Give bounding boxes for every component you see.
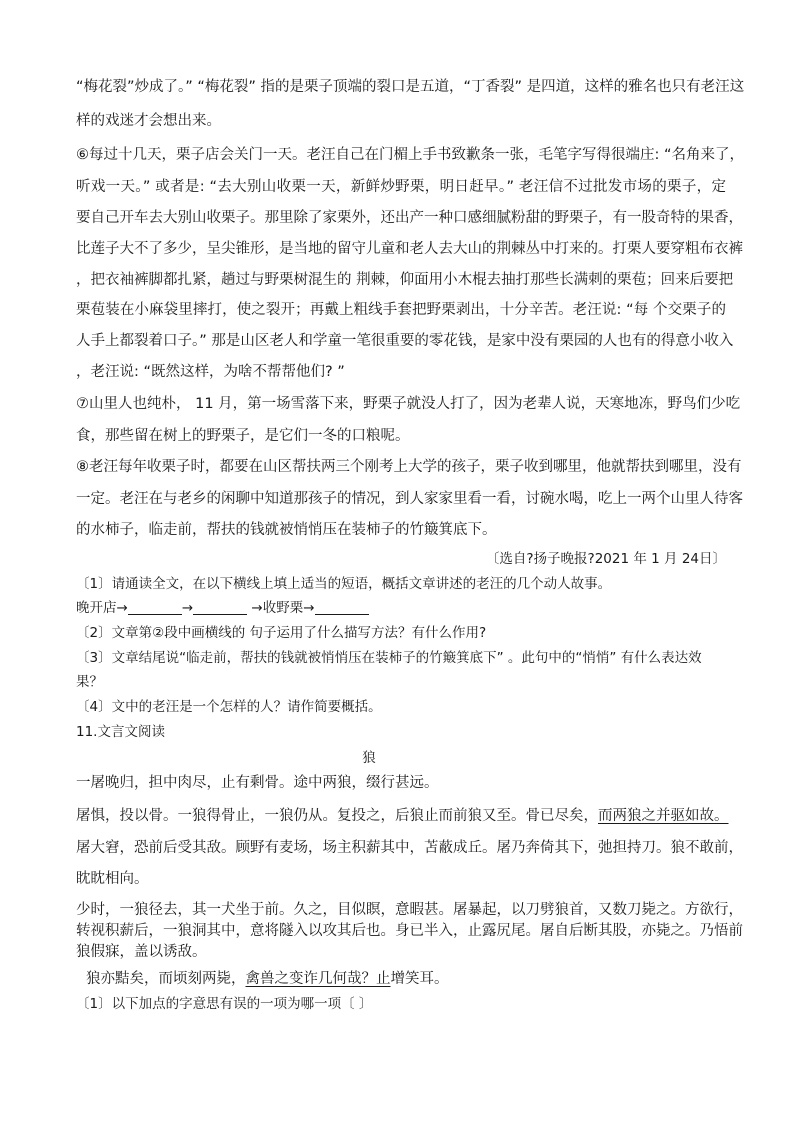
question-1: 〔1〕请通读全文，在以下横线上填上适当的短语，概括文章讲述的老汪的几个动人故事。: [76, 576, 612, 592]
classical-line: 眈眈相向。: [76, 871, 149, 887]
passage-line: ⑥每过十几天，栗子店会关门一天。老汪自己在门楣上手书致歉条一张，毛笔字写得很端庄: “名角来了，: [76, 147, 745, 163]
passage-line: 的水柿子，临走前，帮扶的钱就被悄悄压在装柿子的竹簸箕底下。: [76, 522, 497, 538]
classical-line: 屠大窘，恐前后受其敌。顾野有麦场，场主积薪其中，苫蔽成丘。屠乃奔倚其下，弛担持刀。狼不敢前，: [76, 840, 743, 856]
question-3-line-2: 果？: [76, 674, 103, 690]
classical-text: 屠惧，投以骨。一狼得骨止，一狼仍从。复投之，后狼止而前狼又至。骨已尽矣，: [76, 808, 598, 824]
question-4: 〔4〕文中的老汪是一个怎样的人？请作简要概括。: [76, 699, 382, 715]
question-1-fill-line: [76, 598, 726, 618]
passage-line: 比莲子大不了多少，呈尖锥形，是当地的留守儿童和老人去大山的荆棘丛中打来的。打栗人要穿粗布衣裤: [76, 241, 743, 257]
section-heading: 11.文言文阅读: [76, 724, 165, 740]
passage-line: 听戏一天。” 或者是: “去大别山收栗一天，新鲜炒野栗，明日赶早。” 老汪信不过批发市场的栗子，定: [76, 179, 726, 195]
classical-line: [76, 806, 729, 826]
passage-line: ⑦山里人也纯朴， 11 月，第一场雪落下来，野栗子就没人打了，因为老辈人说，天寒地冻，野鸟们少吃: [76, 396, 741, 412]
passage-line: 人手上都裂着口子。” 那是山区老人和学童一笔很重要的零花钱，是家中没有栗园的人也有的得意小收入: [76, 333, 734, 349]
classical-line: [86, 969, 736, 989]
passage-line: ，把衣袖裤脚都扎紧，趟过与野栗树混生的 荆棘，仰面用小木棍去抽打那些长满刺的栗苞；回来后要把: [76, 272, 734, 288]
passage-line: 一定。老汪在与老乡的闲聊中知道那孩子的情况，到人家家里看一看，讨碗水喝，吃上一两个山里人待客: [76, 491, 743, 507]
passage-line: 栗苞装在小麻袋里摔打，使之裂开；再戴上粗线手套把野栗剥出，十分辛苦。老汪说: “每 个交栗子的: [76, 302, 726, 318]
classical-line: 狼假寐，盖以诱敌。: [76, 944, 207, 960]
passage-line: ，老汪说: “既然这样，为啥不帮帮他们? ”: [76, 364, 345, 380]
answer-blank-2[interactable]: [193, 600, 247, 615]
poem-title: 狼: [362, 750, 376, 766]
classical-line: 转视积薪后，一狼洞其中，意将隧入以攻其后也。身已半入，止露尻尾。屠自后断其股，亦毙之。乃悟前: [76, 923, 743, 939]
fill-middle: →收野栗→: [247, 600, 315, 616]
classical-line: 一屠晚归，担中肉尽，止有剩骨。途中两狼，缀行甚远。: [76, 775, 439, 791]
passage-line: ⑧老汪每年收栗子时，都要在山区帮扶两三个刚考上大学的孩子，栗子收到哪里，他就帮扶到哪里，没有: [76, 459, 742, 475]
source-citation: 〔选自?扬子晚报?2021 年 1 月 24日〕: [485, 551, 726, 567]
question-2: 〔2〕文章第②段中画横线的 句子运用了什么描写方法？有什么作用?: [76, 625, 487, 641]
passage-line: 样的戏迷才会想出来。: [76, 113, 221, 129]
question-3-line-1: 〔3〕文章结尾说“临走前，帮扶的钱就被悄悄压在装柿子的竹簸箕底下” 。此句中的“悄悄” 有什么表达效: [76, 650, 702, 666]
passage-line: “梅花裂”炒成了。” “梅花裂” 指的是栗子顶端的裂口是五道，“丁香裂” 是四道，这样的雅名也只有老汪这: [76, 79, 745, 95]
underlined-sentence: 而两狼之并驱如故。: [598, 808, 729, 824]
section-11-question-1: 〔1〕以下加点的字意思有误的一项为哪一项〔 〕: [76, 996, 373, 1012]
classical-text: 狼亦黠矣，而顷刻两毙，: [86, 971, 246, 987]
passage-line: 食，那些留在树上的野栗子，是它们一冬的口粮呢。: [76, 428, 410, 444]
underlined-sentence: 禽兽之变诈几何哉？止: [245, 971, 391, 987]
fill-prefix: 晚开店→: [76, 600, 128, 616]
classical-text: 增笑耳。: [390, 971, 449, 987]
passage-line: 要自己开车去大别山收栗子。那里除了家栗外，还出产一种口感细腻粉甜的野栗子，有一股奇特的果香，: [76, 210, 743, 226]
fill-arrow: →: [181, 600, 194, 616]
answer-blank-3[interactable]: [315, 600, 369, 615]
answer-blank-1[interactable]: [128, 600, 182, 615]
classical-line: 少时，一狼径去，其一犬坐于前。久之，目似瞑，意暇甚。屠暴起，以刀劈狼首，又数刀毙之。方欲行，: [76, 902, 743, 918]
